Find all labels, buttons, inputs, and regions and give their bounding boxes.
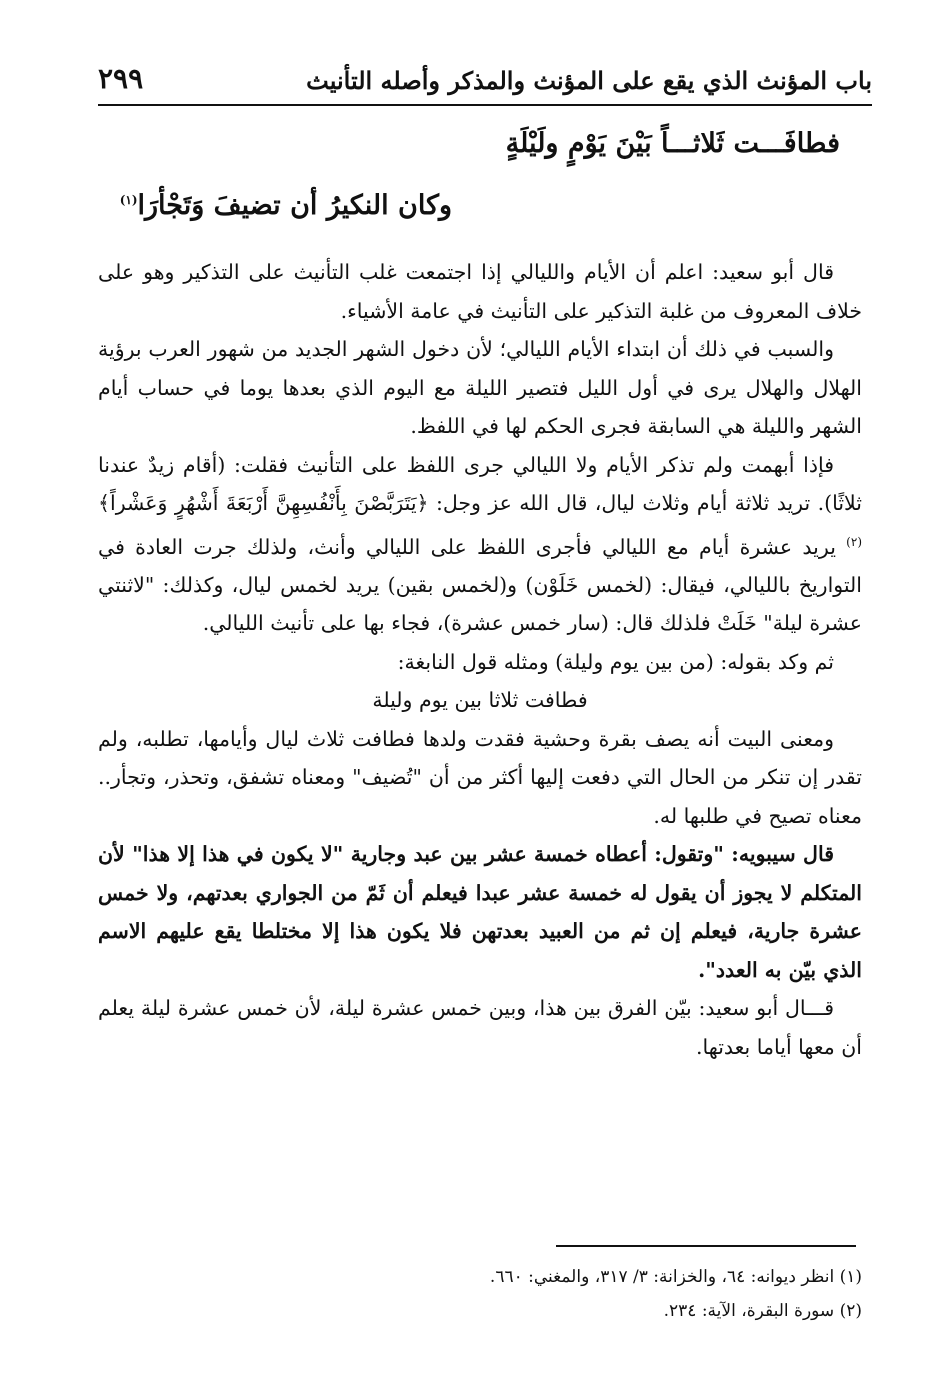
footnote: (١) انظر ديوانه: ٦٤، والخزانة: ٣/ ٣١٧، والمغني: ٦٦٠.: [489, 1267, 862, 1287]
page-header: [98, 62, 872, 106]
footnote-mark: (١): [119, 193, 138, 207]
paragraph: قـــال أبو سعيد: بيّن الفرق بين هذا، وبين خمس عشرة ليلة، لأن خمس عشرة ليلة يعلم أن معها أياما بعدتها.: [98, 996, 862, 1059]
paragraph-text: يريد عشرة أيام مع الليالي فأجرى اللفظ على الليالي وأنث، ولذلك جرت العادة في التواريخ بالليالي، فيقال: (لخمس خَلَوْن) و(لخمس بقين) يريد لخمس ليال، وكذلك: "لاثنتي عشرة ليلة" خَلَتْ فلذلك قال: (سار خمس عشرة)، فجاء بها على تأنيث الليالي.: [98, 534, 862, 636]
paragraph: [98, 446, 862, 643]
footnote-mark: (٢): [846, 534, 862, 549]
paragraph: قال أبو سعيد: اعلم أن الأيام والليالي إذا اجتمعت غلب التأنيث على التذكير وهو على خلاف المعروف من غلبة التذكير على التأنيث في عامة الأشياء.: [98, 260, 862, 323]
footnote-divider: [556, 1245, 856, 1247]
quoted-verse: فطافت ثلاثا بين يوم وليلة: [372, 688, 588, 713]
main-text: [98, 253, 862, 1066]
sibawayh-quote: قال سيبويه: "وتقول: أعطاه خمسة عشر بين عبد وجارية "لا يكون في هذا إلا هذا" لأن المتكلم لا يجوز أن يقول له خمسة عشر عبدا فيعلم أن ثَمّ من الجواري بعدتهم، ولا خمس عشرة جارية، فيعلم إن ثم من العبيد بعدتهن فلا يكون هذا إلا مختلطا يقع عليهم الاسم الذي بيّن به العدد".: [98, 842, 862, 982]
verse-text: فطافَـــت ثَلاثـــاً بَيْنَ يَوْمٍ ولَيْلَةٍ: [505, 128, 840, 159]
paragraph: ومعنى البيت أنه يصف بقرة وحشية فقدت ولدها فطافت ثلاث ليال وأيامها، تطلبه، ولم تقدر إن تنكر من الحال التي دفعت إليها أكثر من أن "تُضيف" ومعناه تشفق، وتحذر، وتجأر.. معناه تصيح في طلبها له.: [98, 726, 862, 828]
verse-line-2: [120, 190, 452, 221]
verse-line-1: [506, 128, 840, 159]
paragraph-text: فإذا أبهمت ولم تذكر الأيام ولا الليالي جرى اللفظ على التأنيث فقلت: (أقام زيدٌ عندنا ثلاثًا). تريد ثلاثة أيام وثلاث ليال، قال الله عز وجل: ﴿يَتَرَبَّصْنَ بِأَنْفُسِهِنَّ أَرْبَعَةَ أَشْهُرٍ وَعَشْراً﴾: [98, 452, 862, 515]
footnotes: [98, 1260, 862, 1328]
footnote: (٢) سورة البقرة، الآية: ٢٣٤.: [663, 1301, 862, 1321]
chapter-title: باب المؤنث الذي يقع على المؤنث والمذكر وأصله التأنيث: [306, 66, 872, 95]
verse-text: وكان النكيرُ أن تضيفَ وَتَجْأرَا: [137, 190, 452, 221]
page-number: ٢٩٩: [98, 62, 144, 95]
paragraph: والسبب في ذلك أن ابتداء الأيام الليالي؛ لأن دخول الشهر الجديد من شهور العرب برؤية الهلال والهلال يرى في أول الليل فتصير الليلة مع اليوم الذي بعدها يوما في حساب أيام الشهر والليلة هي السابقة فجرى الحكم لها في اللفظ.: [98, 337, 862, 438]
paragraph: ثم وكد بقوله: (من بين يوم وليلة) ومثله قول النابغة:: [397, 649, 834, 674]
